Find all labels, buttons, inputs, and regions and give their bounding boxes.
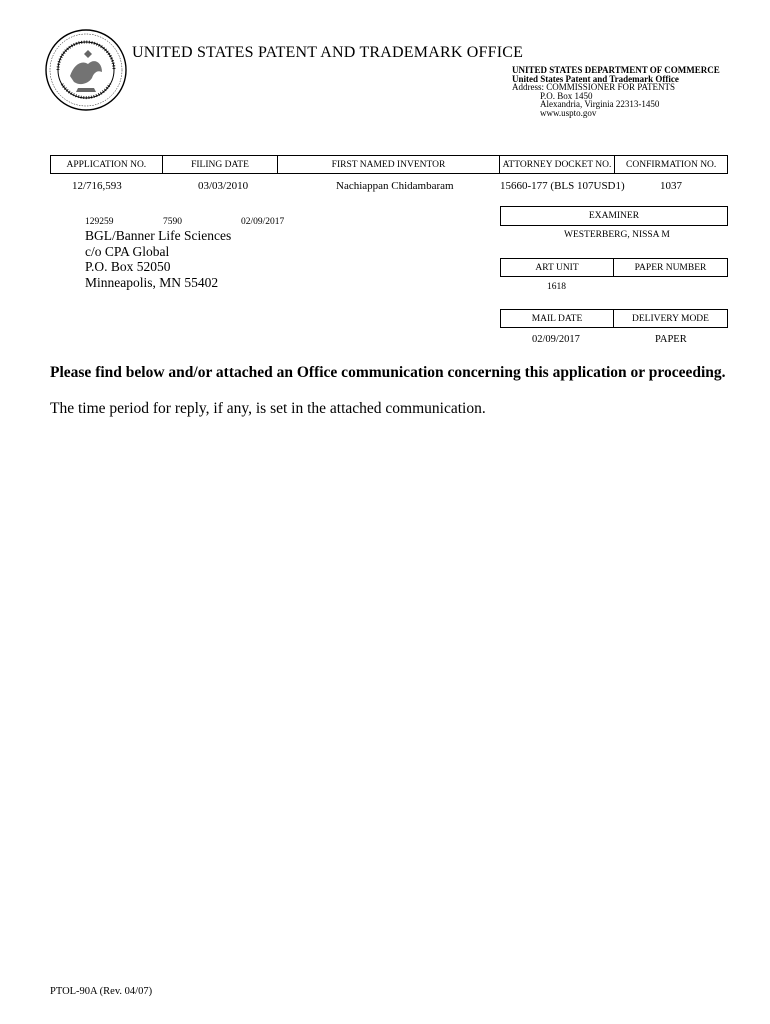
office-name: United States Patent and Trademark Office [512,73,679,84]
header-mail-date: MAIL DATE [501,310,614,327]
correspondence-date: 02/09/2017 [241,217,285,227]
header-attorney-docket-no: ATTORNEY DOCKET NO. [500,156,616,173]
examiner-name: WESTERBERG, NISSA M [564,230,670,240]
uspto-seal-icon [44,28,128,112]
delivery-mode: PAPER [655,334,687,345]
application-table-header [50,155,728,174]
website: www.uspto.gov [540,107,597,118]
header-art-unit: ART UNIT [501,259,614,276]
art-unit-table-header [500,258,728,277]
address-line: BGL/Banner Life Sciences [85,228,232,243]
address-label: Address: [512,82,544,93]
communication-headline: Please find below and/or attached an Office communication concerning this application or proceeding. [50,364,726,381]
header-filing-date: FILING DATE [163,156,279,173]
address-line: Minneapolis, MN 55402 [85,274,219,290]
header-application-no: APPLICATION NO. [51,156,163,173]
header-confirmation-no: CONFIRMATION NO. [626,159,717,170]
reply-period-notice: The time period for reply, if any, is set in the attached communication. [50,400,486,417]
application-no: 12/716,593 [72,180,122,192]
address-line: P.O. Box 52050 [85,259,171,274]
header-delivery-mode: DELIVERY MODE [632,313,709,324]
art-unit-value: 1618 [547,282,566,292]
header-paper-number: PAPER NUMBER [634,262,707,273]
address-commissioner: COMMISSIONER FOR PATENTS [546,82,675,93]
mail-date: 02/09/2017 [532,334,580,345]
first-named-inventor: Nachiappan Chidambaram [336,180,454,192]
department-address-block [512,66,720,118]
mail-table-header [500,309,728,328]
confirmation-no: 1037 [660,180,682,192]
agency-name: UNITED STATES PATENT AND TRADEMARK OFFICE [132,44,524,61]
correspondence-codes [85,216,284,228]
examiner-header: EXAMINER [500,206,728,226]
correspondence-code: 7590 [163,217,182,227]
address-line: c/o CPA Global [85,243,170,259]
address-line-3: Alexandria, Virginia 22313-1450 [540,99,660,110]
header-first-named-inventor: FIRST NAMED INVENTOR [278,156,499,173]
filing-date: 03/03/2010 [198,180,249,192]
department-name: UNITED STATES DEPARTMENT OF COMMERCE [512,65,720,75]
address-line-2: P.O. Box 1450 [540,90,593,101]
customer-number: 129259 [85,217,114,227]
form-identifier: PTOL-90A (Rev. 04/07) [50,986,153,997]
correspondence-address [85,216,284,290]
attorney-docket-no: 15660-177 (BLS 107USD1) [500,180,625,192]
